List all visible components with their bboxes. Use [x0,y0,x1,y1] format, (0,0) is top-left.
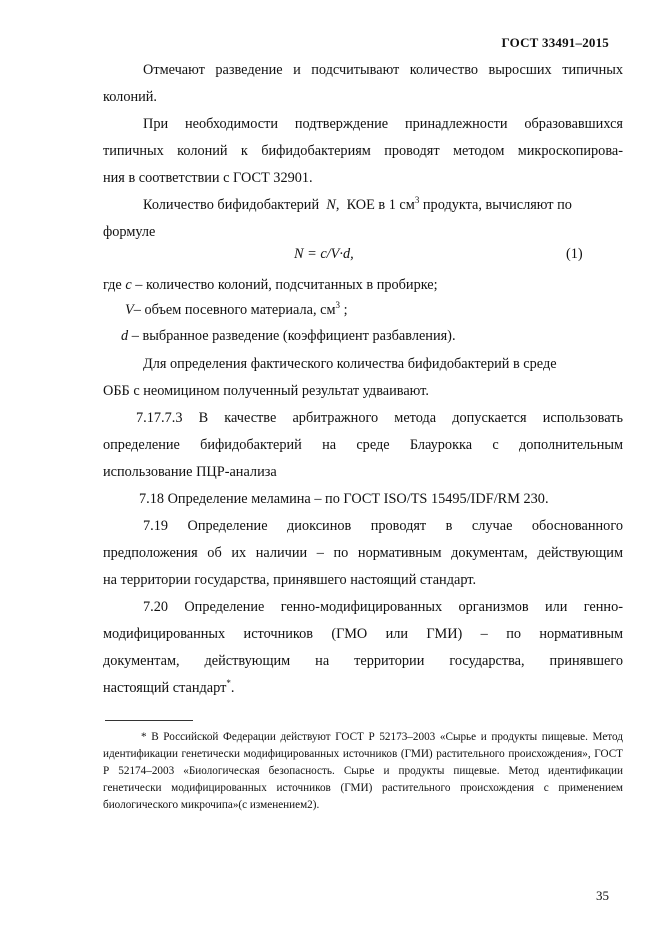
paragraph-line: использование ПЦР-анализа [103,464,277,480]
paragraph-line: настоящий стандарт*. [103,678,235,696]
formula-where-c: где c – количество колоний, подсчитанных в пробирке; [103,277,438,293]
formula-where-d: d – выбранное разведение (коэффициент разбавления). [121,328,456,344]
paragraph-line: формуле [103,224,156,240]
document-header-id: ГОСТ 33491–2015 [501,35,609,50]
paragraph-line: предположения об их наличии – по нормативным документам, действующим [103,545,623,561]
paragraph-line: Для определения фактического количества бифидобактерий в среде [143,356,557,372]
paragraph-line: типичных колоний к бифидобактериям проводят методом микроскопирова- [103,143,623,159]
paragraph-line: ОББ с неомицином полученный результат удваивают. [103,383,429,399]
paragraph-line: документам, действующим на территории государства, принявшего [103,653,623,669]
paragraph-line: определение бифидобактерий на среде Блаурокка с дополнительным [103,437,623,453]
paragraph-line: 7.19 Определение диоксинов проводят в случае обоснованного [143,518,623,534]
paragraph-line: Количество бифидобактерий N, КОЕ в 1 $см^3$ продукта, вычисляют по [143,195,572,213]
variable-n: N, [326,197,340,213]
formula: N = c/V·d, [294,246,354,262]
paragraph-line: 7.18 Определение меламина – по ГОСТ ISO/TS 15495/IDF/RM 230. [139,491,549,507]
formula-row [0,246,661,268]
formula-where-v: V– объем посевного материала, $см^3$ ; [125,300,348,318]
paragraph-line: модифицированных источников (ГМО или ГМИ) – по нормативным [103,626,623,642]
paragraph-line: колоний. [103,89,157,105]
paragraph-line: на территории государства, принявшего настоящий стандарт. [103,572,477,588]
paragraph-line: ния в соответствии с ГОСТ 32901. [103,170,313,186]
formula-number: (1) [566,246,583,262]
footnote: * В Российской Федерации действуют ГОСТ Р 52173–2003 «Сырье и продукты пищевые. Метод идентификации генетически модифицированных источников (ГМИ) растительного происхождения», ГОСТ Р 52174–2003 «Биологическая безопасность. Сырье и продукты пищевые. Метод идентификации генетически модифицированных источников (ГМИ) растительного происхождения с применением биологического микрочипа»(с изменением2). [103,731,623,811]
paragraph-line: 7.20 Определение генно-модифицированных организмов или генно- [143,599,623,615]
footnote-divider [105,720,193,721]
paragraph-line: 7.17.7.3 В качестве арбитражного метода допускается использовать [136,410,623,426]
page-number: 35 [596,888,609,903]
paragraph-line: При необходимости подтверждение принадлежности образовавшихся [143,116,623,132]
paragraph-line: Отмечают разведение и подсчитывают количество выросших типичных [143,62,623,78]
